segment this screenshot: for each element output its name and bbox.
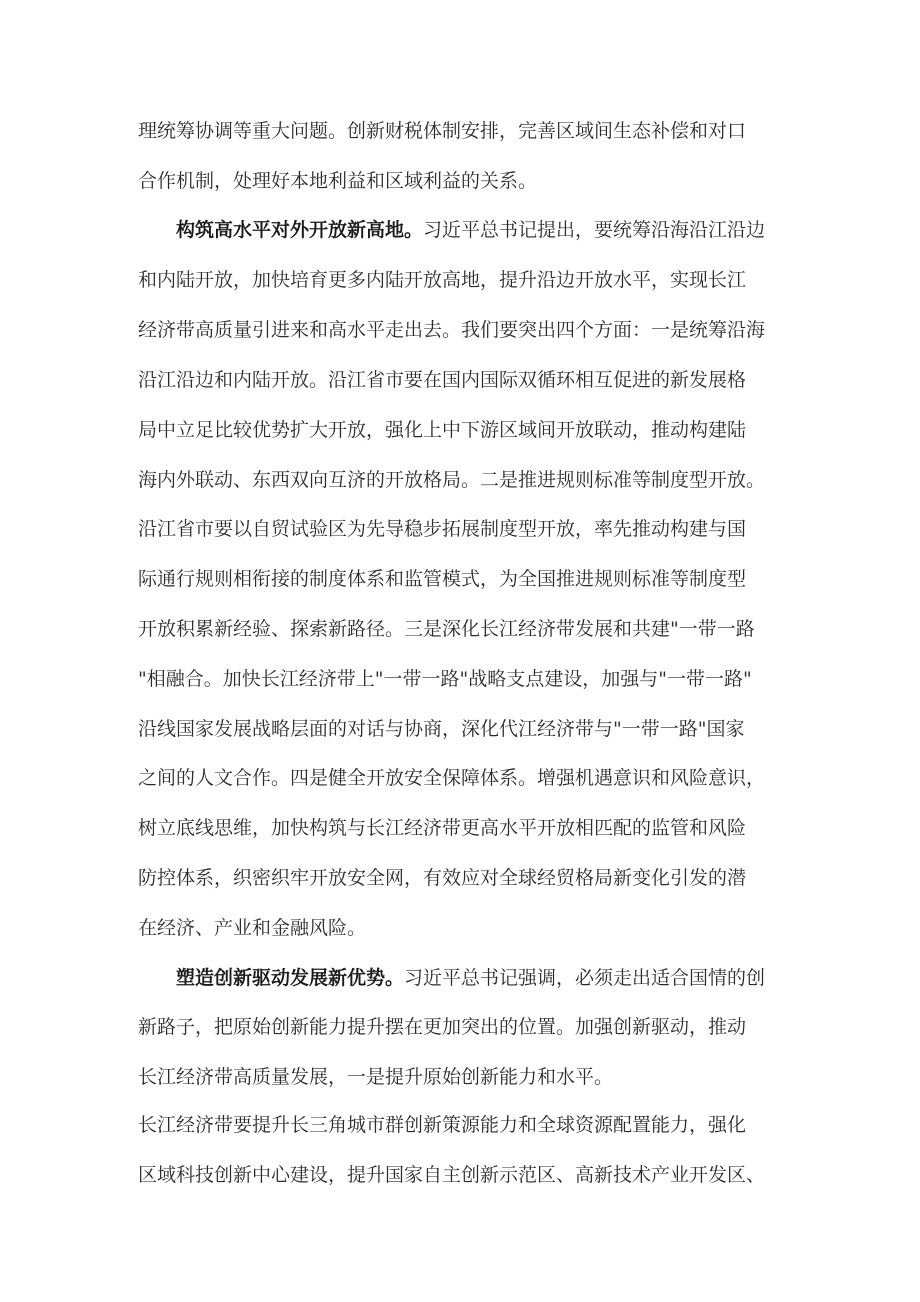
paragraph-1-line-2: 合作机制，处理好本地利益和区域利益的关系。 <box>138 170 538 192</box>
paragraph-2-line: 海内外联动、东西双向互济的开放格局。二是推进规则标准等制度型开放。 <box>138 469 766 491</box>
paragraph-4-line: 长江经济带要提升长三角城市群创新策源能力和全球资源配置能力，强化 <box>138 1114 747 1136</box>
paragraph-2-line: 沿江沿边和内陆开放。沿江省市要在国内国际双循环相互促进的新发展格 <box>138 369 747 391</box>
paragraph-2-line: 际通行规则相衔接的制度体系和监管模式，为全国推进规则标准等制度型 <box>138 568 747 590</box>
paragraph-3-first-line-text: 习近平总书记强调，必须走出适合国情的创 <box>404 967 766 989</box>
paragraph-2-line: "相融合。加快长江经济带上"一带一路"战略支点建设，加强与"一带一路" <box>138 668 752 690</box>
paragraph-3-first-line <box>176 966 798 990</box>
paragraph-1-line-1: 理统筹协调等重大问题。创新财税体制安排，完善区域间生态补偿和对口 <box>138 120 747 142</box>
paragraph-3-line: 长江经济带高质量发展，一是提升原始创新能力和水平。 <box>138 1066 614 1088</box>
section-heading-opening-up: 构筑高水平对外开放新高地。 <box>176 219 424 241</box>
section-heading-innovation: 塑造创新驱动发展新优势。 <box>176 967 405 989</box>
paragraph-2-line: 局中立足比较优势扩大开放，强化上中下游区域间开放联动，推动构建陆 <box>138 419 747 441</box>
paragraph-2-line: 沿江省市要以自贸试验区为先导稳步拓展制度型开放，率先推动构建与国 <box>138 518 747 540</box>
paragraph-3-line: 新路子，把原始创新能力提升摆在更加突出的位置。加强创新驱动，推动 <box>138 1016 747 1038</box>
paragraph-4-line: 区域科技创新中心建设，提升国家自主创新示范区、高新技术产业开发区、 <box>138 1164 766 1186</box>
paragraph-2-line: 经济带高质量引进来和高水平走出去。我们要突出四个方面：一是统筹沿海 <box>138 319 766 341</box>
paragraph-2-line: 防控体系，织密织牢开放安全网，有效应对全球经贸格局新变化引发的潜 <box>138 867 747 889</box>
paragraph-2-line: 和内陆开放，加快培育更多内陆开放高地，提升沿边开放水平，实现长江 <box>138 269 747 291</box>
paragraph-2-first-line-text: 习近平总书记提出，要统筹沿海沿江沿边 <box>423 219 766 241</box>
paragraph-2-line: 在经济、产业和金融风险。 <box>138 917 367 939</box>
paragraph-2-first-line <box>176 218 798 242</box>
paragraph-2-line: 沿线国家发展战略层面的对话与协商，深化代江经济带与"一带一路"国家 <box>138 718 745 740</box>
paragraph-2-line: 之间的人文合作。四是健全开放安全保障体系。增强机遇意识和风险意识， <box>138 767 766 789</box>
paragraph-2-line: 树立底线思维，加快构筑与长江经济带更高水平开放相匹配的监管和风险 <box>138 817 747 839</box>
paragraph-2-line: 开放积累新经验、探索新路径。三是深化长江经济带发展和共建"一带一路 <box>138 618 755 640</box>
